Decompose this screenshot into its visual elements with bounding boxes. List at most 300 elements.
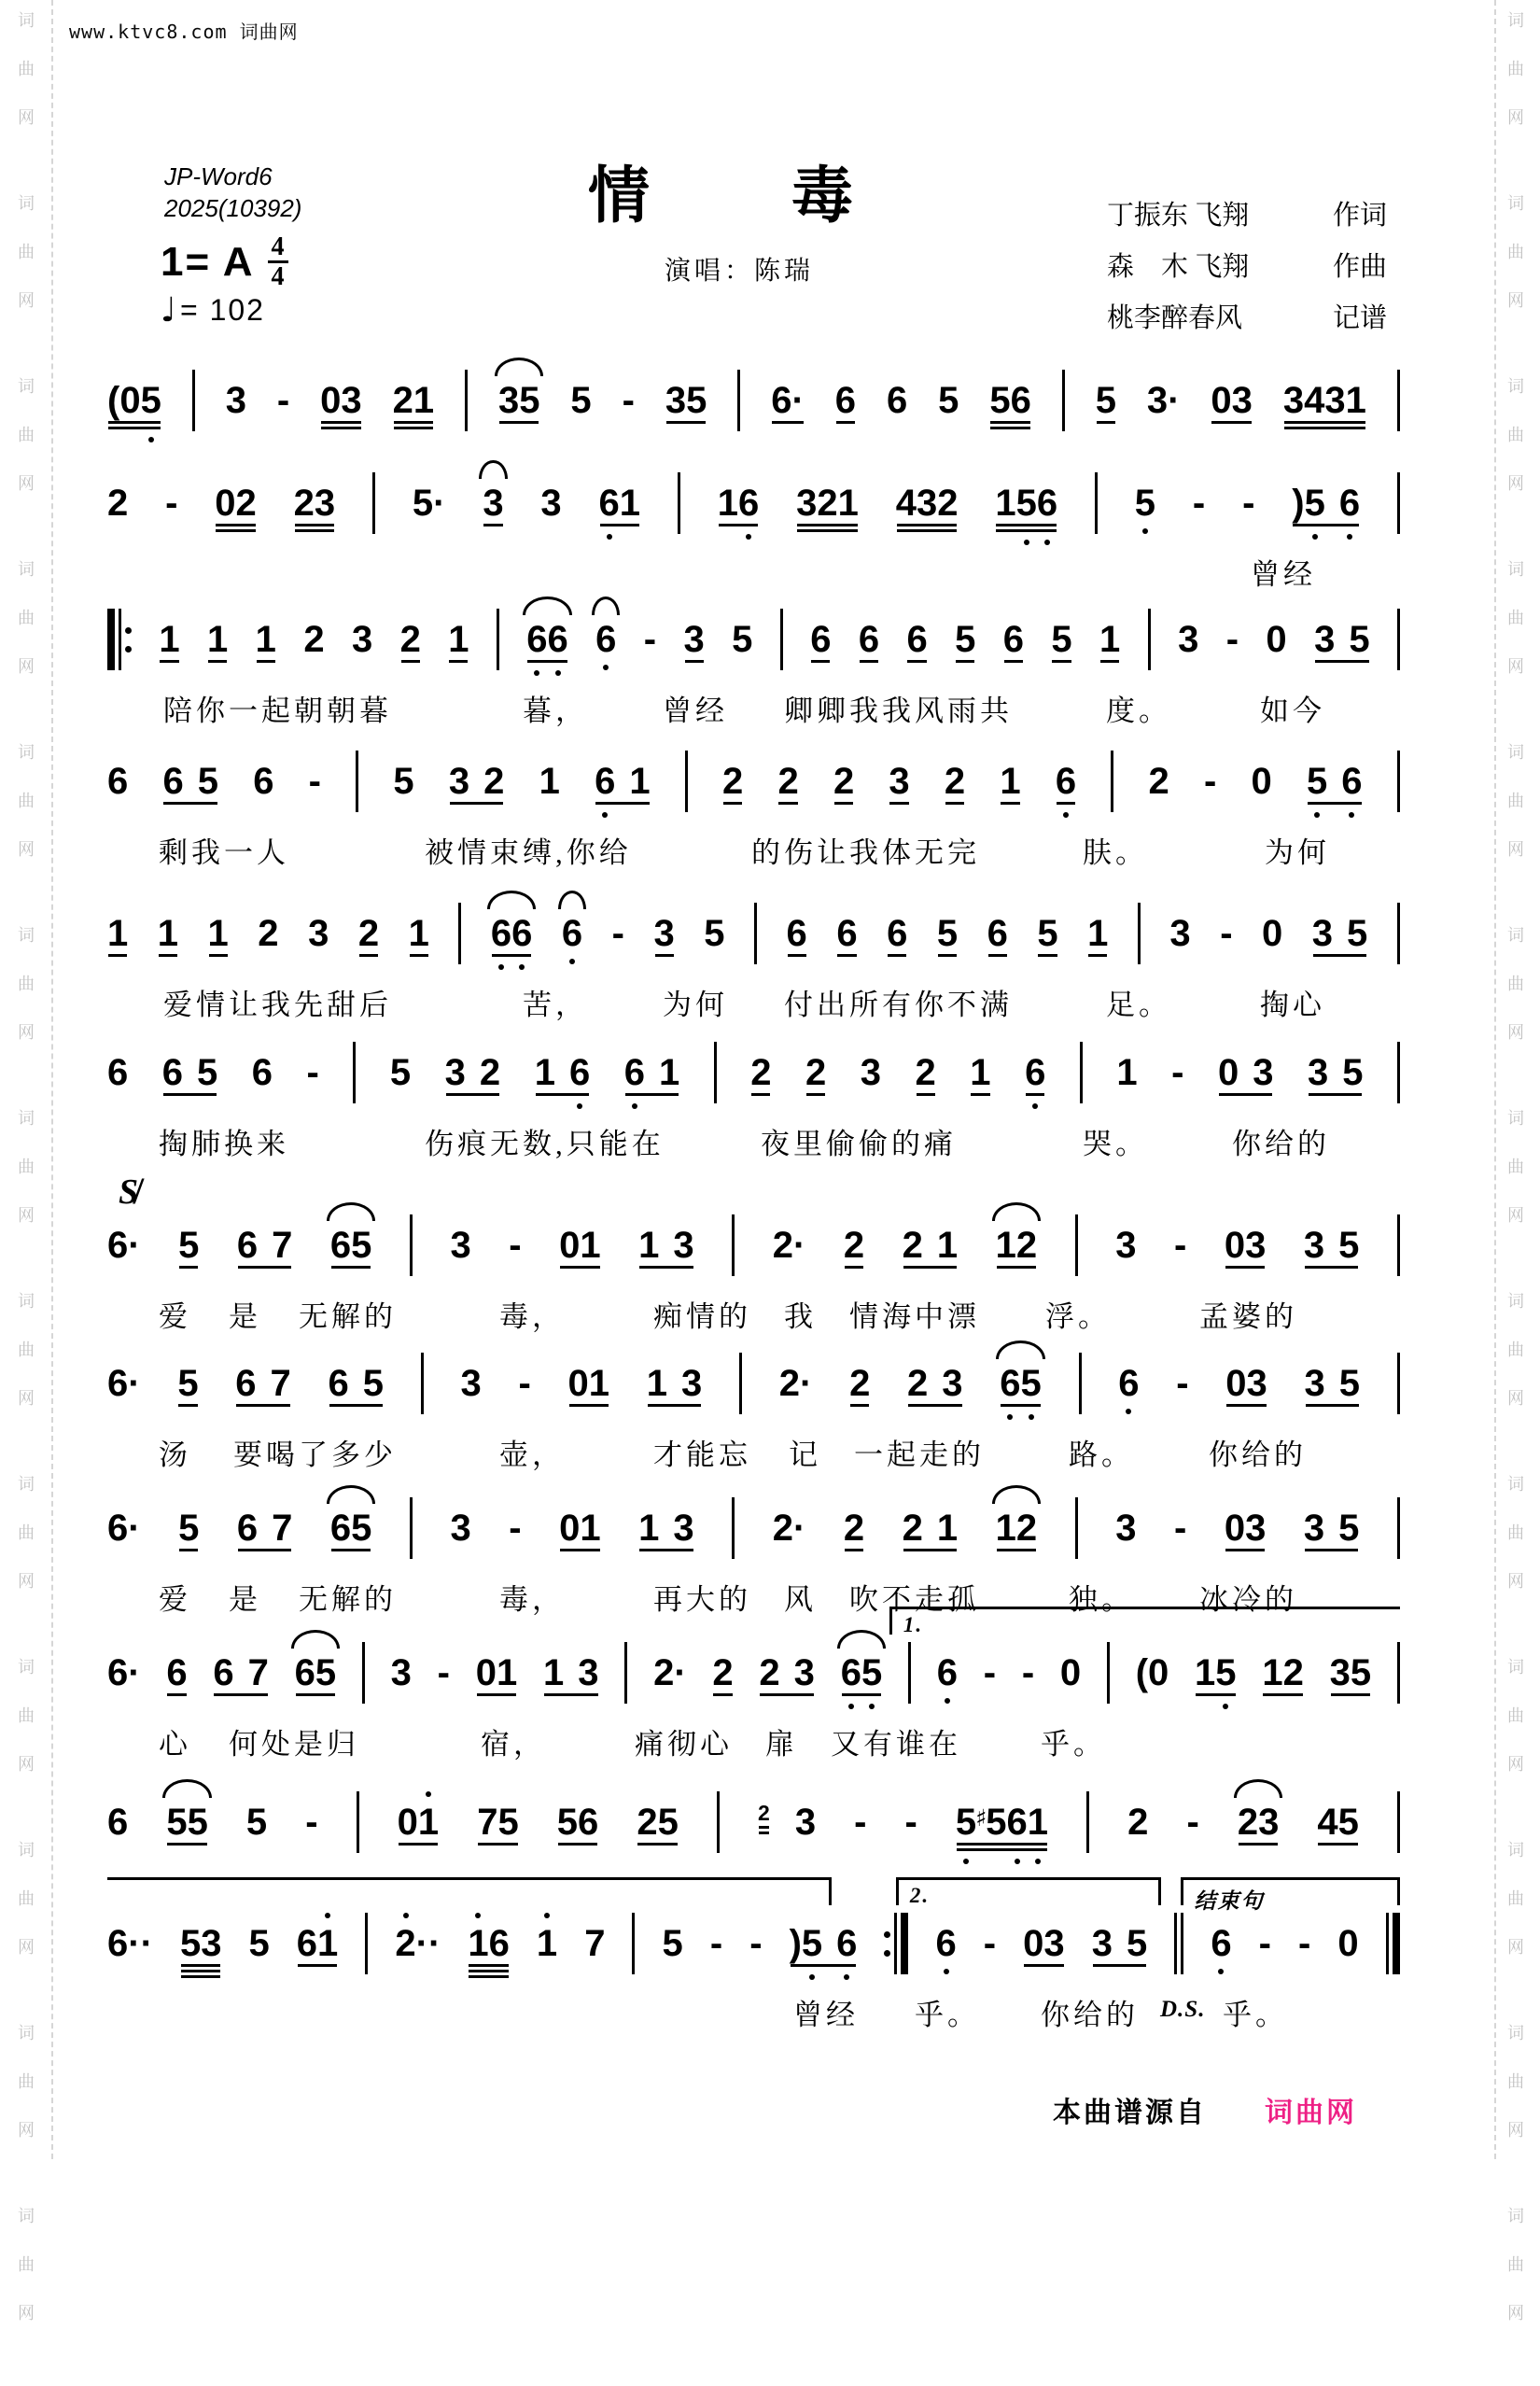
footer <box>1053 2089 1357 2130</box>
side-watermark-char: 词 <box>18 560 35 579</box>
note-char: 3 <box>1246 1363 1267 1404</box>
beam-underline <box>1211 421 1252 424</box>
tie-slur-arc <box>487 891 537 909</box>
lyric-text: 才能忘 <box>653 1439 751 1471</box>
lyric-text: 毒， <box>499 1300 565 1333</box>
meter-numerator: 4 <box>271 232 285 261</box>
note-token <box>213 1654 269 1691</box>
beam-underline <box>1052 660 1071 663</box>
octave-dot-low <box>1007 1414 1013 1420</box>
note-token <box>177 1365 198 1402</box>
note-token <box>330 1509 372 1547</box>
barline <box>1397 1214 1400 1276</box>
side-watermark-char: 网 <box>1507 1938 1524 1957</box>
lyric-text: 如今 <box>1260 695 1325 727</box>
note-token <box>491 915 533 952</box>
note-token <box>1225 1509 1267 1547</box>
note-char: 6 <box>887 913 908 954</box>
note-char: 5 <box>1337 1802 1359 1843</box>
note-token <box>249 1925 270 1962</box>
note-char: 0 <box>1224 1225 1246 1266</box>
note-char: 5 <box>351 1508 372 1549</box>
octave-dot-low <box>1314 812 1320 818</box>
note-token <box>509 1227 521 1264</box>
note-char: 1 <box>157 913 179 954</box>
note-token <box>905 1804 917 1841</box>
note-char: - <box>437 1652 450 1693</box>
octave-dot-low <box>1218 1969 1224 1974</box>
note-char: 6 <box>548 621 568 658</box>
octave-dot-low <box>1035 1859 1041 1864</box>
beam-underline <box>399 1843 439 1846</box>
barline-stroke <box>365 1913 368 1974</box>
beam-underline <box>298 1964 338 1967</box>
barline-stroke <box>1397 1353 1400 1414</box>
note-token <box>107 1654 141 1691</box>
octave-dot-low <box>1015 1859 1020 1864</box>
top-watermark: www.ktvc8.com 词曲网 <box>69 21 299 43</box>
note-token <box>107 763 128 800</box>
note-token <box>984 1654 996 1691</box>
note-token <box>1225 1365 1267 1402</box>
note-char <box>258 1227 272 1264</box>
beam-underline <box>483 524 502 526</box>
side-watermark-char: 网 <box>1507 840 1524 859</box>
note-token <box>1147 382 1181 419</box>
note-char: 6 <box>1002 619 1024 660</box>
note-char: 6 <box>595 621 616 658</box>
note-char: 5 <box>393 761 414 802</box>
title-char-right: 毒 <box>791 162 855 231</box>
octave-dot-low <box>1142 528 1148 534</box>
barline-stroke <box>1174 1913 1177 1974</box>
beam-underline <box>214 1693 268 1696</box>
barline-stroke <box>1397 1791 1400 1853</box>
barline <box>714 1042 717 1103</box>
side-watermark-char: 词 <box>18 926 35 945</box>
note-char: - <box>904 1802 917 1843</box>
note-token <box>1118 1365 1139 1402</box>
barline <box>458 903 461 964</box>
beam-underline <box>666 421 707 424</box>
lyric-text: 痴情的 <box>653 1300 751 1333</box>
credit-name: 森 木 飞翔 <box>1107 252 1250 282</box>
lyric-text: 宿， <box>481 1728 546 1761</box>
note-char <box>928 1365 942 1402</box>
note-char: 1 <box>1262 1652 1283 1693</box>
barline <box>192 370 195 431</box>
beam-underline <box>560 1266 600 1269</box>
note-token <box>1298 1925 1310 1962</box>
note-char: 0 <box>567 1363 589 1404</box>
note-token <box>448 621 469 658</box>
barline-stroke <box>732 1214 735 1276</box>
beam-underline <box>1239 1843 1279 1846</box>
note-char: 0 <box>1266 619 1287 660</box>
note-token <box>1262 915 1282 952</box>
note-token <box>599 484 641 522</box>
note-token <box>1171 1054 1183 1091</box>
note-token <box>887 382 907 419</box>
lyric-text: 掏肺换来 <box>159 1128 289 1160</box>
note-char <box>564 1654 578 1691</box>
note-token <box>854 1804 866 1841</box>
score-line <box>107 1004 1400 1161</box>
barline-stroke <box>1075 1214 1078 1276</box>
lyric-text: 掏心 <box>1260 989 1325 1021</box>
note-char: 6 <box>107 1508 129 1549</box>
note-token <box>773 1227 806 1264</box>
note-char: 6 <box>1010 380 1031 421</box>
side-watermark-char: 曲 <box>1507 975 1524 993</box>
beam-underline <box>625 1093 679 1096</box>
note-token <box>294 484 336 522</box>
side-watermark-char: 曲 <box>18 1523 35 1542</box>
note-char: - <box>509 1508 522 1549</box>
note-char <box>780 1654 794 1691</box>
side-watermark-char: 曲 <box>1507 609 1524 627</box>
barline <box>1397 1042 1400 1103</box>
side-watermark-column <box>15 7 37 2386</box>
note-token <box>1037 915 1057 952</box>
tie-slur-arc <box>327 1485 376 1504</box>
note-char: 6 <box>107 761 129 802</box>
barline <box>410 1214 413 1276</box>
note-token <box>773 1509 806 1547</box>
beam-underline <box>1038 954 1057 957</box>
note-token <box>1218 1054 1274 1091</box>
beam-underline <box>296 1693 336 1696</box>
repeat-dot <box>884 1950 890 1957</box>
note-char: 0 <box>475 1652 497 1693</box>
note-token <box>540 484 561 522</box>
barline <box>365 1913 368 1974</box>
note-char: 3 <box>1115 1225 1137 1266</box>
note-token <box>945 763 965 800</box>
note-char: 2 <box>1282 1652 1304 1693</box>
beam-underline <box>295 524 335 532</box>
note-token <box>1174 1509 1186 1547</box>
note-char <box>1324 1509 1338 1547</box>
note-token <box>1149 763 1169 800</box>
note-char: 3 <box>444 1052 466 1093</box>
note-char: 1 <box>936 1508 959 1549</box>
side-watermark-char: 词 <box>1507 194 1524 213</box>
barline-stroke <box>1397 1042 1400 1103</box>
side-watermark-char: 词 <box>18 743 35 762</box>
beam-underline <box>600 524 640 526</box>
note-char: 3 <box>1146 380 1169 421</box>
note-char: · <box>433 483 446 524</box>
side-watermark-char: 词 <box>18 1658 35 1677</box>
note-token <box>413 484 446 522</box>
beam-underline <box>996 524 1057 532</box>
final-barline <box>1386 1913 1400 1974</box>
note-char: 3 <box>796 483 818 524</box>
note-char: 3 <box>1115 1508 1137 1549</box>
note-token <box>1220 915 1232 952</box>
repeat-dot <box>125 627 132 634</box>
note-char: 5 <box>1307 763 1327 800</box>
note-char: 6 <box>107 1923 129 1964</box>
side-watermark-char: 网 <box>1507 1023 1524 1042</box>
note-char: 6 <box>107 1363 129 1404</box>
note-char: 0 <box>559 1225 581 1266</box>
barline <box>1080 1042 1083 1103</box>
tie-slur-arc <box>523 596 572 615</box>
octave-dot-low <box>945 1698 950 1704</box>
note-char: 2 <box>712 1652 734 1693</box>
beam-underline <box>179 1266 198 1269</box>
beam-underline <box>1318 1843 1358 1846</box>
note-token <box>107 915 128 952</box>
barline <box>1138 903 1141 964</box>
note-token <box>178 1227 199 1264</box>
note-char: 5 <box>197 1052 218 1093</box>
title-char-left: 情 <box>588 162 651 231</box>
octave-dot-low <box>602 812 608 818</box>
lyric-text: 被情束缚,你给 <box>425 836 632 869</box>
note-char: 5 <box>732 619 753 660</box>
note-token <box>165 484 177 522</box>
note-char: 1 <box>159 619 180 660</box>
note-char: 1 <box>638 1508 660 1549</box>
note-token <box>833 763 854 800</box>
lyric-text: 你给的 <box>1209 1439 1307 1471</box>
note-token <box>896 484 959 522</box>
note-char: 3 <box>1324 380 1346 421</box>
side-watermark-char: 曲 <box>18 243 35 261</box>
octave-dot-low <box>1126 1409 1131 1414</box>
barline-stroke <box>714 1042 717 1103</box>
barline-stroke <box>410 1214 413 1276</box>
beam-underline <box>648 1404 702 1407</box>
beam-underline <box>238 1266 292 1269</box>
lyric-text: 爱情让我先甜后 <box>163 989 392 1021</box>
barline <box>372 472 375 534</box>
note-token <box>295 1654 337 1691</box>
note-char: 6 <box>1000 1365 1020 1402</box>
beam-underline <box>655 954 674 957</box>
note-token <box>718 484 760 522</box>
note-char: 6 <box>987 913 1008 954</box>
beam-underline <box>1226 1404 1267 1407</box>
tie-slur-arc <box>592 596 620 615</box>
side-watermark-char: 网 <box>1507 2304 1524 2323</box>
score-line <box>107 571 1400 728</box>
note-char: 2 <box>833 761 855 802</box>
octave-dot-low <box>963 1859 969 1864</box>
note-char: 1 <box>1345 380 1366 421</box>
note-token <box>595 621 616 658</box>
note-char: 1 <box>534 1052 555 1093</box>
note-char: 1 <box>1028 1804 1048 1841</box>
note-char: · <box>427 1923 441 1964</box>
beam-underline <box>359 954 378 957</box>
side-watermark-char: 网 <box>18 1206 35 1225</box>
note-token <box>180 1925 222 1962</box>
barline <box>908 1642 911 1704</box>
note-token <box>559 1509 601 1547</box>
note-char: 6 <box>236 1225 259 1266</box>
note-char: 2 <box>1015 1508 1038 1549</box>
note-char <box>1333 915 1347 952</box>
octave-dot-high <box>426 1791 431 1797</box>
lyric-text: 又有谁在 <box>831 1728 961 1761</box>
side-watermark-char: 网 <box>18 2304 35 2323</box>
note-token <box>887 915 907 952</box>
note-char: 5 <box>519 380 540 421</box>
note-token <box>393 382 435 419</box>
note-char: ) <box>789 1923 802 1964</box>
note-char: 5 <box>1095 380 1116 421</box>
note-char: 2 <box>235 483 257 524</box>
octave-dot-low <box>944 1969 949 1974</box>
lyric-text: 记 <box>789 1439 821 1471</box>
note-char <box>1325 1365 1339 1402</box>
notation-row <box>107 469 1400 538</box>
note-token <box>450 1509 470 1547</box>
note-token <box>638 1509 694 1547</box>
note-token <box>637 1804 679 1841</box>
note-char: 3 <box>1245 1508 1267 1549</box>
note-char: 6 <box>161 1052 184 1093</box>
note-token <box>526 621 568 658</box>
note-char: 0 <box>397 1802 418 1843</box>
note-char: · <box>128 1508 141 1549</box>
side-watermark-char: 网 <box>18 291 35 310</box>
footer-brand-link[interactable]: 词曲网 <box>1265 2098 1357 2128</box>
octave-dot-low <box>848 1704 854 1709</box>
lyric-text: 无解的 <box>299 1300 397 1333</box>
note-char: 2 <box>653 1652 675 1693</box>
note-char: 3 <box>673 1225 694 1266</box>
note-char: 3 <box>497 380 520 421</box>
barline-stroke <box>1062 370 1065 431</box>
barline-stroke <box>362 1642 365 1704</box>
beam-underline <box>1313 954 1367 957</box>
note-char: 2 <box>357 913 380 954</box>
notation-row <box>107 899 1400 968</box>
note-token <box>391 1654 412 1691</box>
beam-underline <box>1001 1404 1041 1407</box>
octave-dot-low <box>577 1103 582 1109</box>
beam-underline <box>410 954 428 957</box>
double-barline <box>1174 1913 1183 1974</box>
barline-stroke <box>780 609 783 670</box>
note-char: 2 <box>772 1508 793 1549</box>
side-watermark-char: 词 <box>18 194 35 213</box>
note-token <box>1186 1804 1198 1841</box>
side-watermark-char: 曲 <box>1507 426 1524 444</box>
note-char <box>234 1654 248 1691</box>
volta-bracket <box>1181 1877 1400 1913</box>
note-char: 1 <box>995 1225 1016 1266</box>
side-watermark-char: 网 <box>18 657 35 676</box>
side-watermark-char: 网 <box>1507 2121 1524 2140</box>
beam-underline <box>331 1266 371 1269</box>
beam-underline <box>1057 802 1075 805</box>
note-char: 6 <box>294 1652 315 1693</box>
note-char: 6 <box>841 1654 861 1691</box>
side-watermark-char: 曲 <box>18 792 35 810</box>
note-char: - <box>611 913 624 954</box>
note-char <box>667 1365 681 1402</box>
beam-underline <box>527 660 567 663</box>
note-token <box>468 1925 510 1962</box>
note-char: 6 <box>1056 763 1076 800</box>
beam-underline <box>988 954 1007 957</box>
note-token <box>246 1804 267 1841</box>
side-watermark-char: 曲 <box>1507 792 1524 810</box>
lyric-text: 我 <box>784 1300 817 1333</box>
note-char: - <box>308 761 321 802</box>
note-char: - <box>165 483 178 524</box>
beam-underline <box>1100 660 1119 663</box>
beam-underline <box>1004 660 1023 663</box>
beam-underline <box>1024 1964 1064 1967</box>
volta-label: 2. <box>909 1884 931 1907</box>
note-char: 6 <box>1341 763 1362 800</box>
note-char: 5 <box>1126 1923 1148 1964</box>
note-token <box>107 382 161 419</box>
barline-stroke <box>1397 609 1400 670</box>
note-char: 6 <box>1025 1054 1045 1091</box>
note-token <box>644 621 656 658</box>
side-watermark-char: 网 <box>18 1389 35 1408</box>
lyric-text: 夜里偷偷的痛 <box>761 1128 957 1160</box>
note-char: 6 <box>858 619 880 660</box>
note-char: 3 <box>942 1363 963 1404</box>
side-watermark-char: 词 <box>1507 1841 1524 1860</box>
note-char: 3 <box>1178 619 1199 660</box>
note-token <box>476 1654 518 1691</box>
note-char: 1 <box>936 1225 959 1266</box>
side-watermark-char: 词 <box>1507 11 1524 30</box>
barline <box>737 370 740 431</box>
beam-underline <box>806 1093 825 1096</box>
note-char: 3 <box>314 483 336 524</box>
lyric-text: 剩我一人 <box>159 836 289 869</box>
note-char: 3 <box>916 483 938 524</box>
lyric-text: 为何 <box>1265 836 1330 869</box>
side-watermark-char: 曲 <box>18 1340 35 1359</box>
side-watermark-char: 曲 <box>1507 60 1524 78</box>
side-watermark-char: 曲 <box>18 1158 35 1176</box>
note-char: 4 <box>1317 1802 1338 1843</box>
note-char: 2 <box>722 761 744 802</box>
note-char: 0 <box>1059 1652 1082 1693</box>
side-watermark-char: 曲 <box>18 426 35 444</box>
note-char: 0 <box>320 380 342 421</box>
side-watermark-char: 词 <box>18 2207 35 2225</box>
note-char: 2 <box>915 1052 936 1093</box>
note-char: 5 <box>389 1052 412 1093</box>
program-serial: 2025(10392) <box>164 194 302 222</box>
beam-underline <box>719 524 759 526</box>
beam-underline <box>499 421 539 424</box>
note-char: - <box>1220 913 1233 954</box>
beam-underline <box>957 1843 1047 1851</box>
note-token <box>166 1804 208 1841</box>
beam-underline <box>889 802 908 805</box>
grace-note <box>757 1800 770 1825</box>
note-token <box>612 915 624 952</box>
note-token <box>1092 1925 1148 1962</box>
beam-underline <box>908 1404 962 1407</box>
note-char: · <box>415 1923 428 1964</box>
note-char: 3 <box>351 619 373 660</box>
